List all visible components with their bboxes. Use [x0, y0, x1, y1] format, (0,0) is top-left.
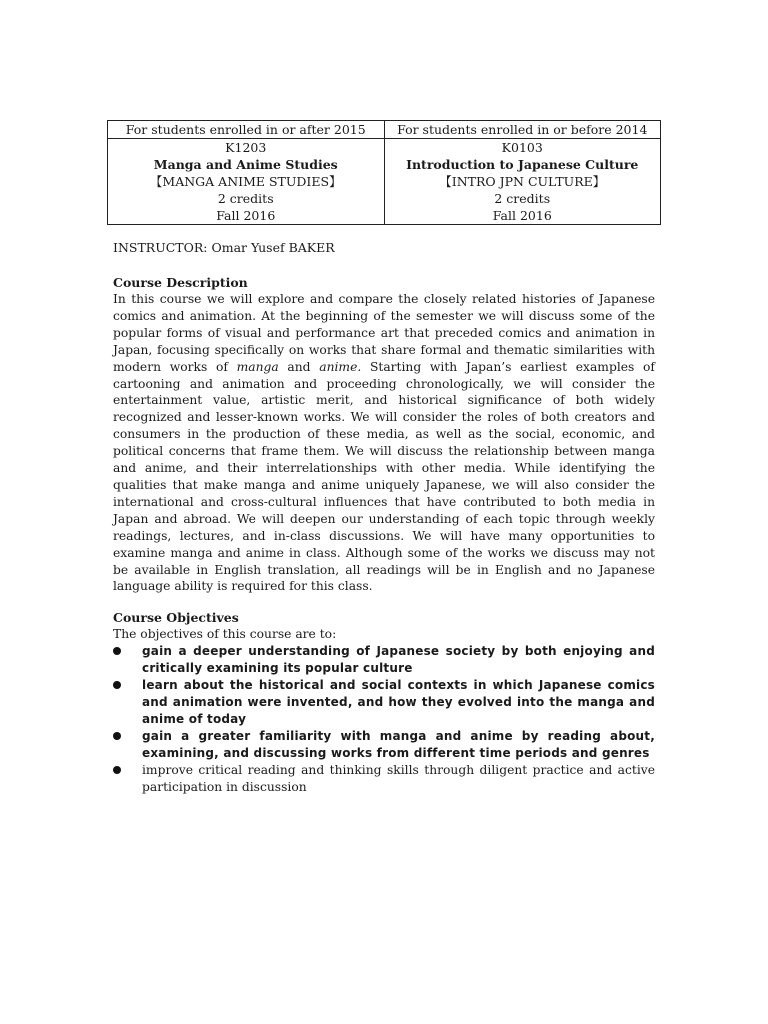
left-course-code: K1203 [225, 140, 267, 155]
right-course-cell [384, 139, 661, 225]
course-objectives-section [113, 609, 655, 796]
right-course-term: Fall 2016 [492, 208, 552, 223]
right-course-title: Introduction to Japanese Culture [406, 157, 639, 172]
right-course-credits: 2 credits [494, 191, 551, 206]
bullet-icon [113, 766, 121, 774]
list-item: improve critical reading and thinking skills through diligent practice and active participation in discussion [113, 762, 655, 796]
bullet-icon [113, 647, 121, 655]
course-objectives-heading: Course Objectives [113, 610, 239, 625]
right-course-code: K0103 [501, 140, 543, 155]
list-item: learn about the historical and social contexts in which Japanese comics and animation were invented, and how they evolved into the manga and anime of today [113, 677, 655, 728]
left-course-cell [108, 139, 385, 225]
list-item: gain a greater familiarity with manga and anime by reading about, examining, and discussing works from different time periods and genres [113, 728, 655, 762]
right-column-header: For students enrolled in or before 2014 [384, 121, 661, 139]
course-description-text: In this course we will explore and compare the closely related histories of Japanese comics and animation. At the beginning of the semester we will discuss some of the popular forms of visual and performance art that preceded comics and animation in Japan, focusing specifically on works that share formal and thematic similarities with modern works of manga and anime. Starting with Japan’s earliest examples of cartooning and animation and proceeding chronologically, we will consider the entertainment value, artistic merit, and historical significance of both widely recognized and lesser-known works. We will consider the roles of both creators and consumers in the production of these media, as well as the social, economic, and political concerns that frame them. We will discuss the relationship between manga and anime, and their interrelationships with other media. While identifying the qualities that make manga and anime uniquely Japanese, we will also consider the international and cross-cultural influences that have contributed to both media in Japan and abroad. We will deepen our understanding of each topic through weekly readings, lectures, and in-class discussions. We will have many opportunities to examine manga and anime in class. Although some of the works we discuss may not be available in English translation, all readings will be in English and no Japanese language ability is required for this class. [113, 292, 655, 594]
bullet-icon [113, 681, 121, 689]
course-description-heading: Course Description [113, 275, 248, 290]
right-course-short-title: 【INTRO JPN CULTURE】 [439, 174, 606, 189]
course-objectives-intro: The objectives of this course are to: [113, 627, 337, 641]
left-course-credits: 2 credits [217, 191, 274, 206]
anime-term: anime [319, 359, 358, 374]
left-course-short-title: 【MANGA ANIME STUDIES】 [149, 174, 342, 189]
objectives-list [113, 643, 655, 796]
table-body-row [108, 139, 661, 225]
bullet-icon [113, 732, 121, 740]
left-course-title: Manga and Anime Studies [153, 157, 338, 172]
course-description-section [113, 274, 655, 595]
instructor-line: INSTRUCTOR: Omar Yusef BAKER [113, 240, 335, 255]
course-info-table [107, 120, 661, 225]
list-item: gain a deeper understanding of Japanese society by both enjoying and critically examining its popular culture [113, 643, 655, 677]
table-header-row [108, 121, 661, 139]
left-column-header: For students enrolled in or after 2015 [108, 121, 385, 139]
left-course-term: Fall 2016 [216, 208, 276, 223]
manga-term: manga [236, 359, 279, 374]
